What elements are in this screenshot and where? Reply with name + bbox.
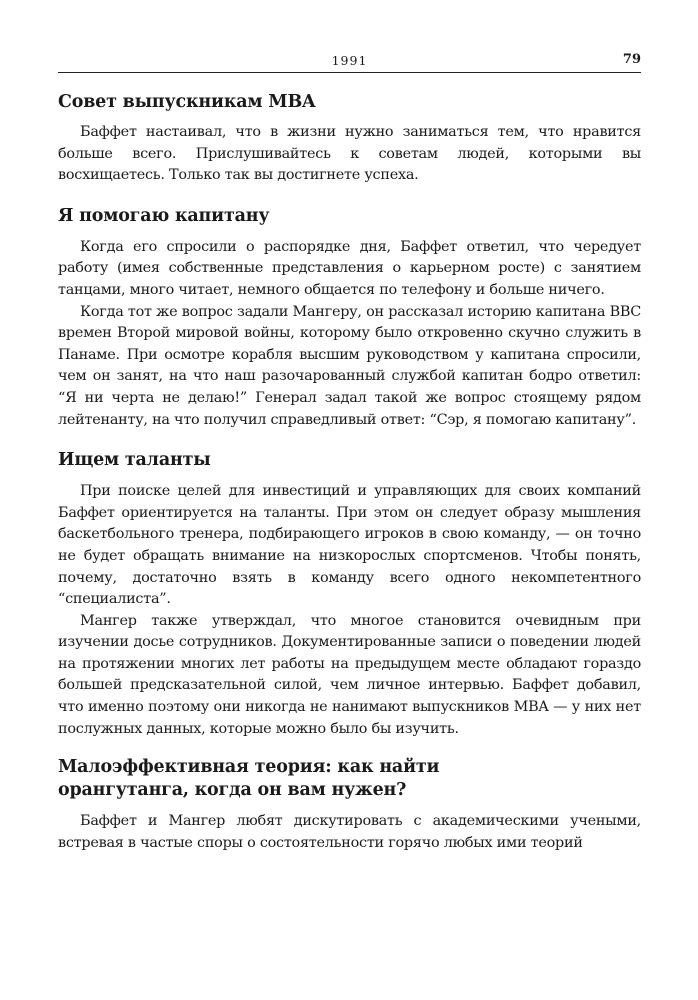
paragraph: Баффет настаивал, что в жизни нужно заниматься тем, что нравится больше всего. Прислушивайтесь к советам людей, которыми вы восхищаетесь. Только так вы достигнете успеха.: [58, 124, 641, 184]
page-number: 79: [622, 52, 641, 67]
book-page: [58, 50, 641, 854]
paragraph: Мангер также утверждал, что многое становится очевидным при изучении досье сотрудников. Документированные записи о поведении людей на протяжении многих лет работы на предыдущем месте обладают гораздо большей предсказательной силой, чем личное интервью. Баффет добавил, что именно поэтому они никогда не нанимают выпускников MBA — у них нет послужных данных, которые можно было бы изучить.: [58, 612, 641, 737]
section-heading: Я помогаю капитану: [58, 205, 270, 226]
paragraph: Когда его спросили о распорядке дня, Баффет ответил, что чередует работу (имея собственные представления о карьерном росте) с занятием танцами, много читает, немного общается по телефону и больше ничего.: [58, 238, 641, 298]
section-mba-advice: [58, 91, 641, 187]
heading-line-2: орангутанга, когда он вам нужен?: [58, 780, 407, 801]
running-header: [58, 50, 641, 73]
section-talents: [58, 449, 641, 740]
section-heading: [58, 756, 641, 802]
section-heading: Ищем таланты: [58, 450, 211, 471]
section-helping-captain: [58, 205, 641, 431]
paragraph: Когда тот же вопрос задали Мангеру, он рассказал историю капитана ВВС времен Второй мировой войны, которому было откровенно скучно служить в Панаме. При осмотре корабля высшим руководством у капитана спросили, чем он занят, на что наш разочарованный службой капитан бодро ответил: “Я ни черта не делаю!” Генерал задал такой же вопрос стоящему рядом лейтенанту, на что получил справедливый ответ: “Сэр, я помогаю капитану”.: [58, 303, 641, 428]
paragraph: Баффет и Мангер любят дискутировать с академическими учеными, встревая в частые споры о состоятельности горячо любых ими теорий: [58, 813, 641, 851]
paragraph: При поиске целей для инвестиций и управляющих для своих компаний Баффет ориентируется на таланты. При этом он следует образу мышления баскетбольного тренера, подбирающего игроков в свою команду, — он точно не будет обращать внимание на низкорослых спортсменов. Чтобы понять, почему, достаточно взять в команду всего одного некомпетентного “специалиста”.: [58, 483, 641, 608]
heading-line-1: Малоэффективная теория: как найти: [58, 757, 440, 778]
section-heading: Совет выпускникам MBA: [58, 92, 316, 112]
section-ineffective-theory: [58, 756, 641, 854]
running-title: 1991: [331, 53, 368, 68]
